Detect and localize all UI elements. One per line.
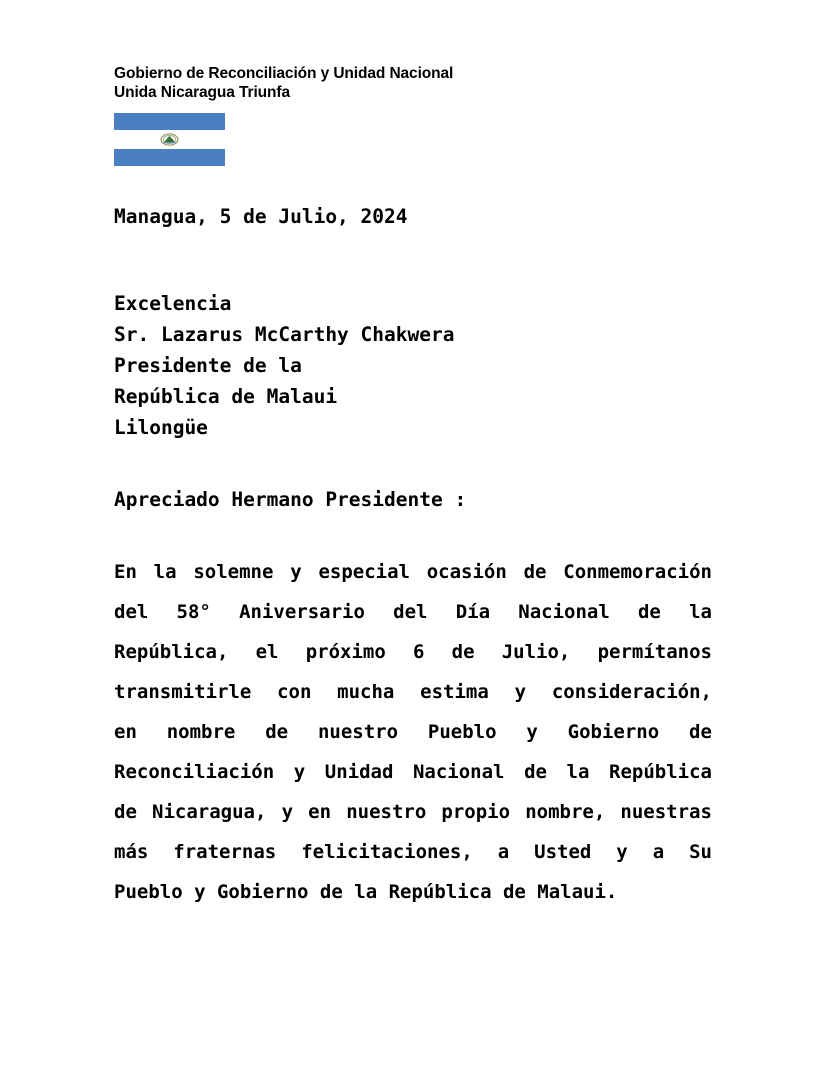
body-word: Malaui. [525, 881, 618, 903]
body-word: Nacional [412, 761, 505, 783]
body-word: nombre, [525, 801, 606, 823]
body-word: nuestro [317, 721, 399, 743]
body-word: Gobierno [205, 881, 309, 903]
salutation-line: Apreciado Hermano Presidente : [114, 488, 467, 511]
body-word: Nacional [518, 601, 610, 623]
body-word: de [114, 801, 137, 823]
body-word: 6 [412, 641, 425, 663]
body-word: del [114, 601, 149, 623]
body-word: de [637, 601, 661, 623]
body-word: Aniversario [239, 601, 365, 623]
body-word: del [393, 601, 428, 623]
body-word: de [524, 761, 547, 783]
body-line [114, 552, 712, 592]
body-line [114, 832, 712, 872]
body-word: Conmemoración [563, 561, 712, 583]
body-word: y [616, 841, 628, 863]
body-line [114, 752, 712, 792]
body-word: especial [318, 561, 410, 583]
body-word: de [265, 721, 289, 743]
body-word: República, [114, 641, 229, 663]
letterhead-line-1: Gobierno de Reconciliación y Unidad Nacional [114, 65, 454, 82]
body-word: fraternas [173, 841, 277, 863]
body-line [114, 792, 712, 832]
body-line [114, 632, 712, 672]
body-word: a [652, 841, 665, 863]
body-word: propio [441, 801, 511, 823]
body-word: Gobierno [567, 721, 660, 743]
body-word: nuestro [346, 801, 427, 823]
addressee-line: República de Malaui [114, 385, 338, 408]
flag-stripe-bottom [114, 149, 225, 166]
body-paragraph [114, 552, 712, 912]
body-word: Pueblo [427, 721, 497, 743]
body-word: Usted [534, 841, 592, 863]
body-word: y [281, 801, 294, 823]
body-word: República [609, 761, 712, 783]
body-word: de [451, 641, 475, 663]
body-word: Día [455, 601, 491, 623]
body-word: felicitaciones, [301, 841, 473, 863]
body-word: En [114, 561, 137, 583]
body-word: el [255, 641, 279, 663]
body-word: Unidad [324, 761, 394, 783]
body-word: Pueblo [114, 881, 183, 903]
body-word: y [290, 561, 302, 583]
body-word: y [526, 721, 538, 743]
body-word: transmitirle [114, 681, 252, 703]
body-word: solemne [193, 561, 274, 583]
body-word: República [377, 881, 492, 903]
body-word: y [182, 881, 206, 903]
body-word: Reconciliación [114, 761, 275, 783]
body-word: la [342, 881, 378, 903]
body-word: y [293, 761, 306, 783]
body-word: en [308, 801, 332, 823]
body-word: Julio, [501, 641, 571, 663]
body-word: de [689, 721, 712, 743]
body-word: nombre [166, 721, 236, 743]
addressee-line: Sr. Lazarus McCarthy Chakwera [114, 323, 455, 346]
nicaragua-flag [114, 113, 225, 166]
body-word: nuestras [620, 801, 712, 823]
addressee-line: Lilongüe [114, 416, 208, 439]
body-word: consideración, [551, 681, 712, 703]
coat-of-arms-icon [160, 130, 179, 149]
body-word: con [277, 681, 312, 703]
body-word: 58° [176, 601, 211, 623]
body-word: y [514, 681, 527, 703]
body-line [114, 712, 712, 752]
body-word: Nicaragua, [152, 801, 267, 823]
letterhead [114, 64, 734, 102]
flag-stripe-top [114, 113, 225, 130]
body-word: ocasión [426, 561, 507, 583]
body-word: a [497, 841, 510, 863]
body-word: de [491, 881, 526, 903]
body-word: estima [420, 681, 489, 703]
body-word: la [153, 561, 177, 583]
body-word: la [689, 601, 712, 623]
body-word: la [566, 761, 590, 783]
body-line [114, 672, 712, 712]
body-word: Su [689, 841, 712, 863]
addressee-line: Excelencia [114, 292, 232, 315]
addressee-line: Presidente de la [114, 354, 302, 377]
addressee-block [114, 288, 712, 443]
body-word: permítanos [597, 641, 712, 663]
body-word: próximo [305, 641, 386, 663]
body-word: más [114, 841, 149, 863]
body-line [114, 592, 712, 632]
body-word: de [523, 561, 547, 583]
letterhead-line-2: Unida Nicaragua Triunfa [114, 84, 290, 101]
date-line: Managua, 5 de Julio, 2024 [114, 205, 408, 228]
body-word: en [114, 721, 137, 743]
body-word: mucha [337, 681, 395, 703]
body-word: de [308, 881, 343, 903]
body-line [114, 872, 712, 912]
